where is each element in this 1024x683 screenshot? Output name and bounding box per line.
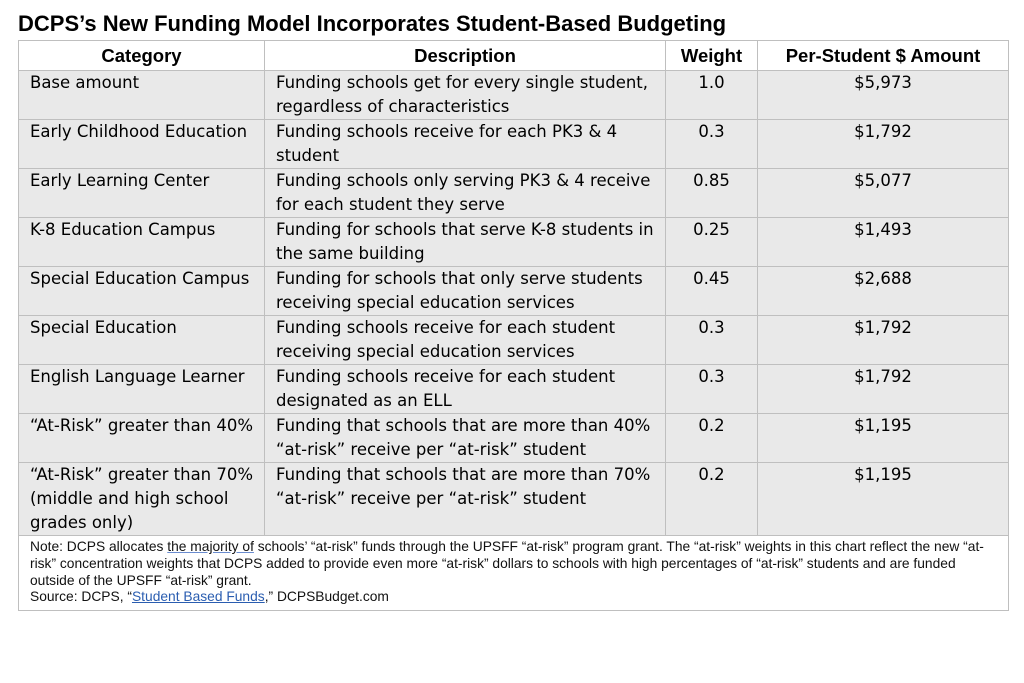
note-text-prefix: Note: DCPS allocates: [30, 539, 168, 554]
source-suffix: ,” DCPSBudget.com: [264, 589, 389, 605]
column-header-amount: Per-Student $ Amount: [758, 41, 1009, 71]
category-cell: English Language Learner: [19, 365, 265, 414]
category-cell: Special Education Campus: [19, 267, 265, 316]
description-cell: Funding for schools that only serve students receiving special education services: [265, 267, 666, 316]
description-cell: Funding schools only serving PK3 & 4 receive for each student they serve: [265, 169, 666, 218]
amount-cell: $1,195: [758, 463, 1009, 536]
amount-cell: $1,792: [758, 120, 1009, 169]
table-row: [19, 169, 1009, 218]
footnote: [19, 536, 1009, 611]
column-header-description: Description: [265, 41, 666, 71]
category-cell: K-8 Education Campus: [19, 218, 265, 267]
category-cell: “At-Risk” greater than 40%: [19, 414, 265, 463]
amount-cell: $1,792: [758, 316, 1009, 365]
category-cell: Early Learning Center: [19, 169, 265, 218]
amount-cell: $2,688: [758, 267, 1009, 316]
note-row: [19, 536, 1009, 611]
weight-cell: 0.85: [666, 169, 758, 218]
category-cell: Base amount: [19, 71, 265, 120]
column-header-category: Category: [19, 41, 265, 71]
category-cell: Special Education: [19, 316, 265, 365]
table-row: [19, 218, 1009, 267]
weight-cell: 0.3: [666, 120, 758, 169]
weight-cell: 0.3: [666, 365, 758, 414]
source-prefix: Source: DCPS, “: [30, 589, 132, 605]
table-row: [19, 316, 1009, 365]
table-row: [19, 414, 1009, 463]
table-row: [19, 267, 1009, 316]
category-cell: “At-Risk” greater than 70% (middle and high school grades only): [19, 463, 265, 536]
description-cell: Funding schools get for every single student, regardless of characteristics: [265, 71, 666, 120]
note-text-underlined: the majority of: [167, 539, 254, 554]
page-title: DCPS’s New Funding Model Incorporates Student-Based Budgeting: [18, 11, 727, 36]
description-cell: Funding that schools that are more than 70% “at-risk” receive per “at-risk” student: [265, 463, 666, 536]
weight-cell: 0.3: [666, 316, 758, 365]
amount-cell: $1,493: [758, 218, 1009, 267]
description-cell: Funding schools receive for each PK3 & 4 student: [265, 120, 666, 169]
table-row: [19, 120, 1009, 169]
weight-cell: 0.45: [666, 267, 758, 316]
weight-cell: 0.25: [666, 218, 758, 267]
column-header-weight: Weight: [666, 41, 758, 71]
amount-cell: $5,973: [758, 71, 1009, 120]
description-cell: Funding that schools that are more than 40% “at-risk” receive per “at-risk” student: [265, 414, 666, 463]
description-cell: Funding schools receive for each student receiving special education services: [265, 316, 666, 365]
description-cell: Funding schools receive for each student designated as an ELL: [265, 365, 666, 414]
funding-table: [18, 40, 1009, 611]
weight-cell: 1.0: [666, 71, 758, 120]
category-cell: Early Childhood Education: [19, 120, 265, 169]
source-link[interactable]: Student Based Funds: [131, 589, 265, 605]
table-header-row: [19, 41, 1009, 71]
note-text-suffix: schools’ “at-risk” funds through the UPSFF “at-risk” program grant. The “at-risk” weights in this chart reflect the new “at-risk” concentration weights that DCPS added to provide even more “at-risk” dollars to schools with high percentages of “at-risk” students and are funded outside of the UPSFF “at-risk” grant.: [30, 539, 984, 588]
table-row: [19, 71, 1009, 120]
table-row: [19, 365, 1009, 414]
description-cell: Funding for schools that serve K-8 students in the same building: [265, 218, 666, 267]
amount-cell: $5,077: [758, 169, 1009, 218]
amount-cell: $1,195: [758, 414, 1009, 463]
weight-cell: 0.2: [666, 463, 758, 536]
weight-cell: 0.2: [666, 414, 758, 463]
table-row: [19, 463, 1009, 536]
amount-cell: $1,792: [758, 365, 1009, 414]
